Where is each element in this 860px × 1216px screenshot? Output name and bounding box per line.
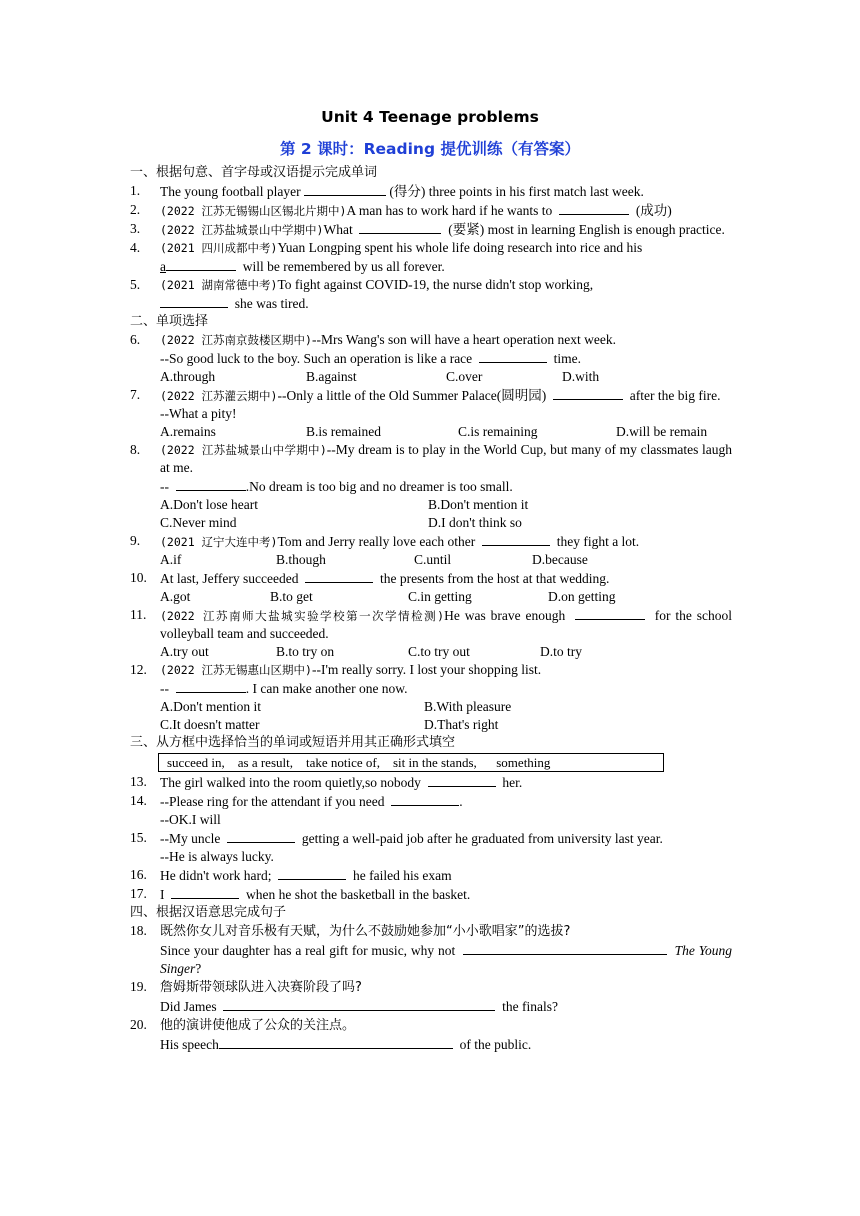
answer-blank[interactable] <box>305 569 373 583</box>
answer-blank[interactable] <box>219 1035 453 1049</box>
question-number: 8. <box>130 442 141 457</box>
option-b[interactable]: B.to get <box>270 589 313 604</box>
answer-blank[interactable] <box>479 349 547 363</box>
question-text: A man has to work hard if he wants to <box>346 203 553 218</box>
option-c[interactable]: C.It doesn't matter <box>160 717 260 732</box>
question-number: 13. <box>130 774 147 789</box>
answer-blank[interactable] <box>553 386 623 400</box>
answer-blank[interactable] <box>223 997 495 1011</box>
question-number: 7. <box>130 387 141 402</box>
question-text: time. <box>553 351 582 366</box>
question-source: (2021 湖南常德中考) <box>160 278 278 292</box>
question-6 <box>130 331 732 386</box>
question-text: --What a pity! <box>160 406 237 421</box>
question-text: --Mrs Wang's son will have a heart operation next week. <box>311 332 616 347</box>
options-row <box>160 514 732 532</box>
answer-blank[interactable] <box>304 182 386 196</box>
question-source: (2022 江苏无锡惠山区期中) <box>160 663 312 677</box>
chinese-prompt: 既然你女儿对音乐极有天赋，为什么不鼓励她参加“小小歌唱家”的选拔? <box>160 924 571 939</box>
question-number: 5. <box>130 277 141 292</box>
option-c[interactable]: C.over <box>446 369 483 384</box>
question-text: will be remembered by us all forever. <box>242 259 445 274</box>
question-text: -- <box>160 479 169 494</box>
question-number: 9. <box>130 533 141 548</box>
option-d[interactable]: D.on getting <box>548 589 616 604</box>
question-text: of the public. <box>459 1037 532 1052</box>
question-number: 12. <box>130 662 147 677</box>
question-text: (得分) three points in his first match last week. <box>389 184 644 199</box>
answer-blank[interactable] <box>176 679 246 693</box>
question-2 <box>130 201 732 220</box>
question-text: At last, Jeffery succeeded <box>160 571 299 586</box>
option-b[interactable]: B.though <box>276 552 326 567</box>
question-text: --Only a little of the Old Summer Palace(圆明园) <box>277 388 547 403</box>
question-text: .No dream is too big and no dreamer is too small. <box>245 479 513 494</box>
question-text: . <box>459 794 463 809</box>
question-number: 14. <box>130 793 147 808</box>
question-text: --OK.I will <box>160 812 221 827</box>
question-text: To fight against COVID-19, the nurse didn't stop working, <box>277 277 594 292</box>
question-source: (2022 江苏南京鼓楼区期中) <box>160 333 312 347</box>
question-source: (2022 江苏盐城景山中学期中) <box>160 223 324 237</box>
answer-blank[interactable] <box>482 532 550 546</box>
question-text: (成功) <box>635 203 672 218</box>
question-15 <box>130 829 732 866</box>
question-text: He didn't work hard; <box>160 868 272 883</box>
option-d[interactable]: D.I don't think so <box>428 515 522 530</box>
question-number: 15. <box>130 830 147 845</box>
option-d[interactable]: D.will be remain <box>616 424 708 439</box>
first-letter-hint: a <box>160 259 166 274</box>
question-number: 18. <box>130 923 147 938</box>
question-text: for the school volleyball team and succeeded. <box>160 608 732 641</box>
question-text: The young football player <box>160 184 301 199</box>
option-b[interactable]: B.With pleasure <box>424 699 512 714</box>
answer-blank[interactable] <box>227 829 295 843</box>
question-number: 10. <box>130 570 147 585</box>
question-18 <box>130 922 732 978</box>
question-text: --Please ring for the attendant if you need <box>160 794 385 809</box>
question-text: The girl walked into the room quietly,so nobody <box>160 775 421 790</box>
song-title: The Young Singer <box>160 943 733 976</box>
question-text: Did James <box>160 999 217 1014</box>
question-text: (要紧) most in learning English is enough practice. <box>448 222 725 237</box>
question-text: Since your daughter has a real gift for music, why not <box>160 943 456 958</box>
option-a[interactable]: A.got <box>160 589 191 604</box>
options-row <box>160 423 732 441</box>
question-number: 17. <box>130 886 147 901</box>
option-d[interactable]: D.to try <box>540 644 582 659</box>
question-number: 16. <box>130 867 147 882</box>
answer-blank[interactable] <box>428 773 496 787</box>
answer-blank[interactable] <box>359 220 441 234</box>
section-heading-2: 二、单项选择 <box>130 314 209 329</box>
question-text: What <box>323 222 353 237</box>
option-a[interactable]: A.through <box>160 369 216 384</box>
section-heading-3: 三、从方框中选择恰当的单词或短语并用其正确形式填空 <box>130 735 456 750</box>
question-text: getting a well-paid job after he graduated from university last year. <box>301 831 663 846</box>
question-text: He was brave enough <box>444 608 566 623</box>
answer-blank[interactable] <box>391 792 459 806</box>
question-text: His speech <box>160 1037 219 1052</box>
question-4 <box>130 239 732 276</box>
question-1 <box>130 182 732 201</box>
question-text: he failed his exam <box>353 868 452 883</box>
answer-blank[interactable] <box>559 201 629 215</box>
question-10 <box>130 569 732 606</box>
question-text: the presents from the host at that wedding. <box>379 571 610 586</box>
question-text: when he shot the basketball in the basket. <box>246 887 471 902</box>
question-19 <box>130 978 732 1016</box>
question-number: 3. <box>130 221 141 236</box>
question-text: her. <box>502 775 523 790</box>
question-3 <box>130 220 732 239</box>
answer-blank[interactable] <box>166 257 236 271</box>
options-row <box>160 368 732 386</box>
answer-blank[interactable] <box>575 606 645 620</box>
question-text: they fight a lot. <box>556 534 640 549</box>
question-source: (2022 江苏盐城景山中学期中) <box>160 443 327 457</box>
answer-blank[interactable] <box>278 866 346 880</box>
chinese-prompt: 詹姆斯带领球队进入决赛阶段了吗? <box>160 980 362 995</box>
option-a[interactable]: A.Don't lose heart <box>160 497 259 512</box>
option-c[interactable]: C.is remaining <box>458 424 538 439</box>
answer-blank[interactable] <box>171 885 239 899</box>
option-d[interactable]: D.because <box>532 552 588 567</box>
page-title: Unit 4 Teenage problems <box>321 108 539 126</box>
option-a[interactable]: A.try out <box>160 644 209 659</box>
question-5 <box>130 276 732 313</box>
question-text: after the big fire. <box>629 388 721 403</box>
question-17 <box>130 885 732 904</box>
question-source: (2021 辽宁大连中考) <box>160 535 278 549</box>
question-text: the finals? <box>502 999 558 1014</box>
question-text: I <box>160 887 165 902</box>
question-7 <box>130 386 732 441</box>
option-a[interactable]: A.if <box>160 552 182 567</box>
section-heading-1: 一、根据句意、首字母或汉语提示完成单词 <box>130 165 378 180</box>
options-row <box>160 698 732 716</box>
question-11 <box>130 606 732 661</box>
option-c[interactable]: C.in getting <box>408 589 472 604</box>
question-text: . I can make another one now. <box>245 681 408 696</box>
question-text: --He is always lucky. <box>160 849 274 864</box>
question-number: 1. <box>130 183 141 198</box>
option-b[interactable]: B.is remained <box>306 424 381 439</box>
question-source: (2022 江苏无锡锡山区锡北片期中) <box>160 204 347 218</box>
option-a[interactable]: A.Don't mention it <box>160 699 262 714</box>
question-number: 6. <box>130 332 141 347</box>
question-9 <box>130 532 732 569</box>
answer-blank[interactable] <box>160 294 228 308</box>
question-text: ? <box>195 961 202 976</box>
question-text: --My uncle <box>160 831 221 846</box>
question-text: Yuan Longping spent his whole life doing research into rice and his <box>277 240 643 255</box>
answer-blank[interactable] <box>463 941 667 955</box>
option-d[interactable]: D.with <box>562 369 600 384</box>
option-b[interactable]: B.against <box>306 369 357 384</box>
question-text: Tom and Jerry really love each other <box>277 534 476 549</box>
question-number: 11. <box>130 607 147 622</box>
option-b[interactable]: B.to try on <box>276 644 335 659</box>
question-number: 4. <box>130 240 141 255</box>
question-source: (2021 四川成都中考) <box>160 241 278 255</box>
question-number: 2. <box>130 202 141 217</box>
question-13 <box>130 773 732 792</box>
question-text: --My dream is to play in the World Cup, but many of my classmates laugh at me. <box>160 442 732 475</box>
question-20 <box>130 1016 732 1054</box>
option-b[interactable]: B.Don't mention it <box>428 497 529 512</box>
question-number: 20. <box>130 1017 147 1032</box>
option-c[interactable]: C.to try out <box>408 644 470 659</box>
option-c[interactable]: C.Never mind <box>160 515 237 530</box>
question-14 <box>130 792 732 829</box>
worksheet-content <box>130 164 732 1054</box>
word-box: succeed in, as a result, take notice of, sit in the stands, something <box>158 753 664 772</box>
options-row <box>160 716 732 734</box>
question-text: --So good luck to the boy. Such an operation is like a race <box>160 351 473 366</box>
question-12 <box>130 661 732 734</box>
question-8 <box>130 441 732 532</box>
question-source: (2022 江苏南师大盐城实验学校第一次学情检测) <box>160 609 445 623</box>
options-row <box>160 588 732 606</box>
page-subtitle: 第 2 课时：Reading 提优训练（有答案） <box>280 140 580 158</box>
option-d[interactable]: D.That's right <box>424 717 499 732</box>
question-text: she was tired. <box>234 296 309 311</box>
options-row <box>160 551 732 569</box>
section-heading-4: 四、根据汉语意思完成句子 <box>130 905 287 920</box>
question-16 <box>130 866 732 885</box>
question-text: -- <box>160 681 169 696</box>
question-source: (2022 江苏灌云期中) <box>160 389 278 403</box>
answer-blank[interactable] <box>176 477 246 491</box>
option-a[interactable]: A.remains <box>160 424 216 439</box>
question-text: --I'm really sorry. I lost your shopping list. <box>311 662 542 677</box>
options-row <box>160 496 732 514</box>
chinese-prompt: 他的演讲使他成了公众的关注点。 <box>160 1018 356 1033</box>
question-number: 19. <box>130 979 147 994</box>
options-row <box>160 643 732 661</box>
option-c[interactable]: C.until <box>414 552 452 567</box>
